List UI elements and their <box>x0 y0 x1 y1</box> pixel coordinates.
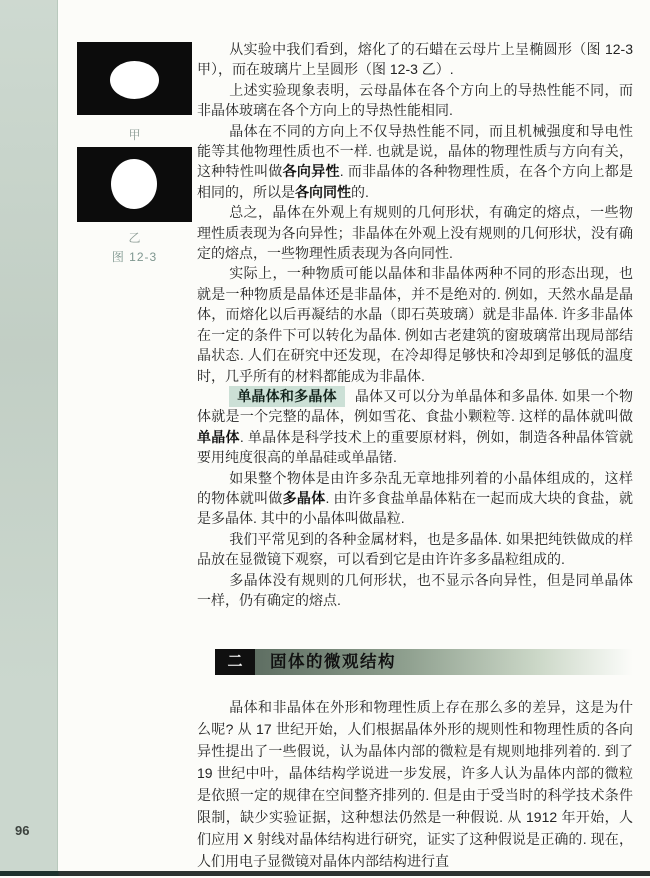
paragraph-text: 上述实验现象表明，云母晶体在各个方向上的导热性能不同，而非晶体玻璃在各个方向上的导热性能相同. <box>197 81 633 119</box>
paragraph-text: 总之，晶体在外观上有规则的几何形状，有确定的熔点，一些物理性质表现为各向异性；非晶体在外观上没有规则的几何形状，没有确定的熔点，一些物理性质表现为各向同性. <box>197 204 633 262</box>
paragraph-metal-materials <box>197 529 633 570</box>
page-edge-strip <box>0 0 58 871</box>
inline-heading-chip: 单晶体和多晶体 <box>229 386 345 407</box>
figure-12-3-yi-photo <box>77 147 192 222</box>
paragraph-text: . 而非晶体的各种物理性质，在各个方向上都是相同的，所以是 <box>197 163 634 200</box>
paragraph-text: 晶体和非晶体在外形和物理性质上存在那么多的差异，这是为什么呢? 从 17 世纪开始，人们根据晶体外形的规则性和物理性质的各向异性提出了一些假说，认为晶体内部的微粒是有规则地排列着的. 到了 19 世纪中叶，晶体结构学说进一步发展，许多人认为晶体内部的微粒是依照一定的规律在空间整齐排列的. 但是由于受当时的科学技术条件限制，缺少实验证据，这种想法仍然是一种假说. 从 1912 年开始，人们应用 X 射线对晶体结构进行研究，证实了这种假说是正确的. 现在，人们用电子显微镜对晶体内部结构进行直 <box>197 699 633 870</box>
paragraph-text: 多晶体没有规则的几何形状，也不显示各向异性，但是同单晶体一样，仍有确定的熔点. <box>197 571 633 608</box>
figure-label-yi: 乙 <box>128 231 141 245</box>
term-isotropy: 各向同性 <box>295 183 351 200</box>
paragraph-text: 的. <box>351 183 369 200</box>
section-2-header <box>215 649 633 675</box>
paragraph-melting-observation <box>197 39 633 80</box>
body-text <box>197 39 633 872</box>
paragraph-text: 从实验中我们看到，熔化了的石蜡在云母片上呈椭圆形（图 12-3 甲），而在玻璃片上呈圆形（图 12-3 乙）. <box>197 41 633 78</box>
paragraph-text: 晶体在不同的方向上不仅导热性能不同，而且机械强度和导电性能等其他物理性质也不一样. 也就是说，晶体的物理性质与方向有关，这种特性叫做 <box>197 122 633 180</box>
section-title-bar <box>255 649 633 675</box>
paragraph-text: . 单晶体是科学技术上的重要原材料，例如，制造各种晶体管就要用纯度很高的单晶硅或单晶锗. <box>197 428 634 466</box>
paragraph-crystal-noncrystal-forms <box>197 263 633 385</box>
figure-caption: 图 12-3 <box>111 250 158 264</box>
paragraph-text: 如果整个物体是由许多杂乱无章地排列着的小晶体组成的，这样的物体就叫做 <box>197 469 633 506</box>
term-single-crystal: 单晶体 <box>197 428 240 445</box>
paragraph-polycrystal-properties <box>197 570 633 611</box>
paragraph-text: 晶体又可以分为单晶体和多晶体. 如果一个物体就是一个完整的晶体，例如雪花、食盐小颗粒等. 这样的晶体就叫做 <box>197 387 633 425</box>
paragraph-summary <box>197 202 633 263</box>
paragraph-text: 我们平常见到的各种金属材料，也是多晶体. 如果把纯铁做成的样品放在显微镜下观察，可以看到它是由许许多多晶粒组成的. <box>197 530 633 568</box>
paragraph-text: 实际上，一种物质可能以晶体和非晶体两种不同的形态出现，也就是一种物质是晶体还是非晶体，并不是绝对的. 例如，天然水晶是晶体，而熔化以后再凝结的水晶（即石英玻璃）就是非晶体. 许多非晶体在一定的条件下可以转化为晶体. 例如古老建筑的窗玻璃常出现局部结晶状态. 人们在研究中还发现，在冷却得足够快和冷却到足够低的温度时，几乎所有的材料都能成为非晶体. <box>197 265 633 384</box>
wax-spot-circle <box>111 159 157 209</box>
wax-spot-ellipse <box>110 61 159 99</box>
paragraph-anisotropy <box>197 121 633 203</box>
term-polycrystal: 多晶体 <box>282 489 326 506</box>
figure-12-3-jia-photo <box>77 42 192 115</box>
page-number: 96 <box>15 823 30 838</box>
section-title: 固体的微观结构 <box>270 653 396 672</box>
paragraph-polycrystal-definition <box>197 468 633 529</box>
paragraph-experiment-conclusion <box>197 80 633 121</box>
term-anisotropy: 各向异性 <box>282 163 340 180</box>
section-number-box: 二 <box>215 649 255 675</box>
paragraph-text: . 由许多食盐单晶体粘在一起而成大块的食盐，就是多晶体. 其中的小晶体叫做晶粒. <box>197 489 634 527</box>
paragraph-single-and-poly-crystal <box>197 386 633 468</box>
figure-label-jia: 甲 <box>128 128 141 142</box>
paragraph-microscopic-structure-intro <box>197 696 633 872</box>
